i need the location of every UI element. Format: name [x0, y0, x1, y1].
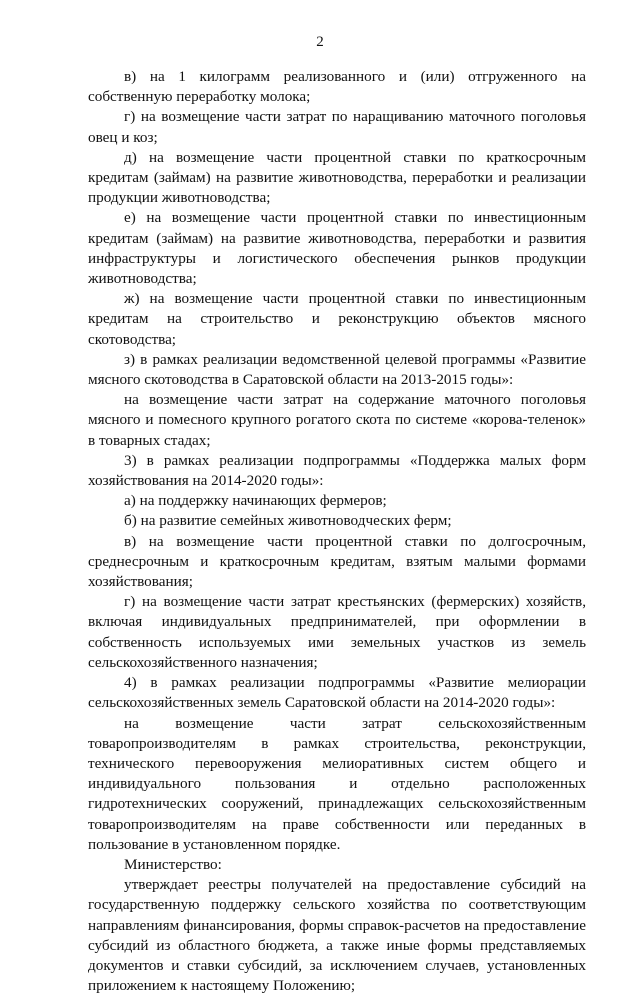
paragraph-v-milk: в) на 1 килограмм реализованного и (или) отгруженного на собственную переработку молока; — [88, 68, 586, 106]
paragraph-zh-beef-facilities: ж) на возмещение части процентной ставки по инвестиционным кредитам на строительство и реконструкцию объектов мясного скотоводства; — [88, 290, 586, 348]
paragraph-a-beginning-farmers: а) на поддержку начинающих фермеров; — [124, 492, 387, 510]
paragraph-registry-approval: утверждает реестры получателей на предоставление субсидий на государственную поддержку сельского хозяйства по соответствующим направлениям финансирования, формы справок-расчетов на предоставление субсидий из областного бюджета, а также иные формы представляемых документов и ставки субсидий, за исключением случаев, установленных приложением к настоящему Положению; — [88, 876, 586, 995]
document-body — [88, 67, 586, 996]
paragraph-g-land-registration: г) на возмещение части затрат крестьянских (фермерских) хозяйств, включая индивидуальных предпринимателей, при оформлении в собственность используемых ими земельных участков из земель сельскохозяйственного назначения; — [88, 593, 586, 671]
paragraph-b-family-farms: б) на развитие семейных животноводческих ферм; — [124, 512, 452, 530]
paragraph-z-beef-program: з) в рамках реализации ведомственной целевой программы «Развитие мясного скотоводства в Саратовской области на 2013-2015 годы»: — [88, 350, 586, 389]
paragraph-cow-calf-system: на возмещение части затрат на содержание маточного поголовья мясного и помесного крупного рогатого скота по системе «корова-теленок» в товарных стадах; — [88, 391, 586, 449]
paragraph-4-melioration-subprogram: 4) в рамках реализации подпрограммы «Развитие мелиорации сельскохозяйственных земель Саратовской области на 2014-2020 годы»: — [88, 674, 586, 712]
paragraph-v-small-farm-credits: в) на возмещение части процентной ставки по долгосрочным, среднесрочным и краткосрочным кредитам, взятым малыми формами хозяйствования; — [88, 532, 586, 591]
paragraph-e-investment-credits: е) на возмещение части процентной ставки по инвестиционным кредитам (займам) на развитие животноводства, переработки и развития инфраструктуры и логистического обеспечения рынков продукции животноводства; — [88, 209, 586, 288]
paragraph-melioration-costs: на возмещение части затрат сельскохозяйственным товаропроизводителям в рамках строительства, реконструкции, технического перевооружения мелиоративных систем общего и индивидуального пользования и отдельно расположенных гидротехнических сооружений, принадлежащих сельскохозяйственным товаропроизводителям на праве собственности или переданных в пользование в установленном порядке. — [88, 714, 586, 853]
paragraph-3-small-farms-subprogram: 3) в рамках реализации подпрограммы «Поддержка малых форм хозяйствования на 2014-2020 годы»: — [88, 451, 586, 490]
paragraph-ministry: Министерство: — [124, 855, 222, 873]
page-number: 2 — [316, 34, 324, 50]
paragraph-g-sheep-goats: г) на возмещение части затрат по наращиванию маточного поголовья овец и коз; — [88, 108, 586, 146]
paragraph-d-short-term-credits: д) на возмещение части процентной ставки по краткосрочным кредитам (займам) на развитие животноводства, переработки и реализации продукции животноводства; — [88, 148, 586, 207]
